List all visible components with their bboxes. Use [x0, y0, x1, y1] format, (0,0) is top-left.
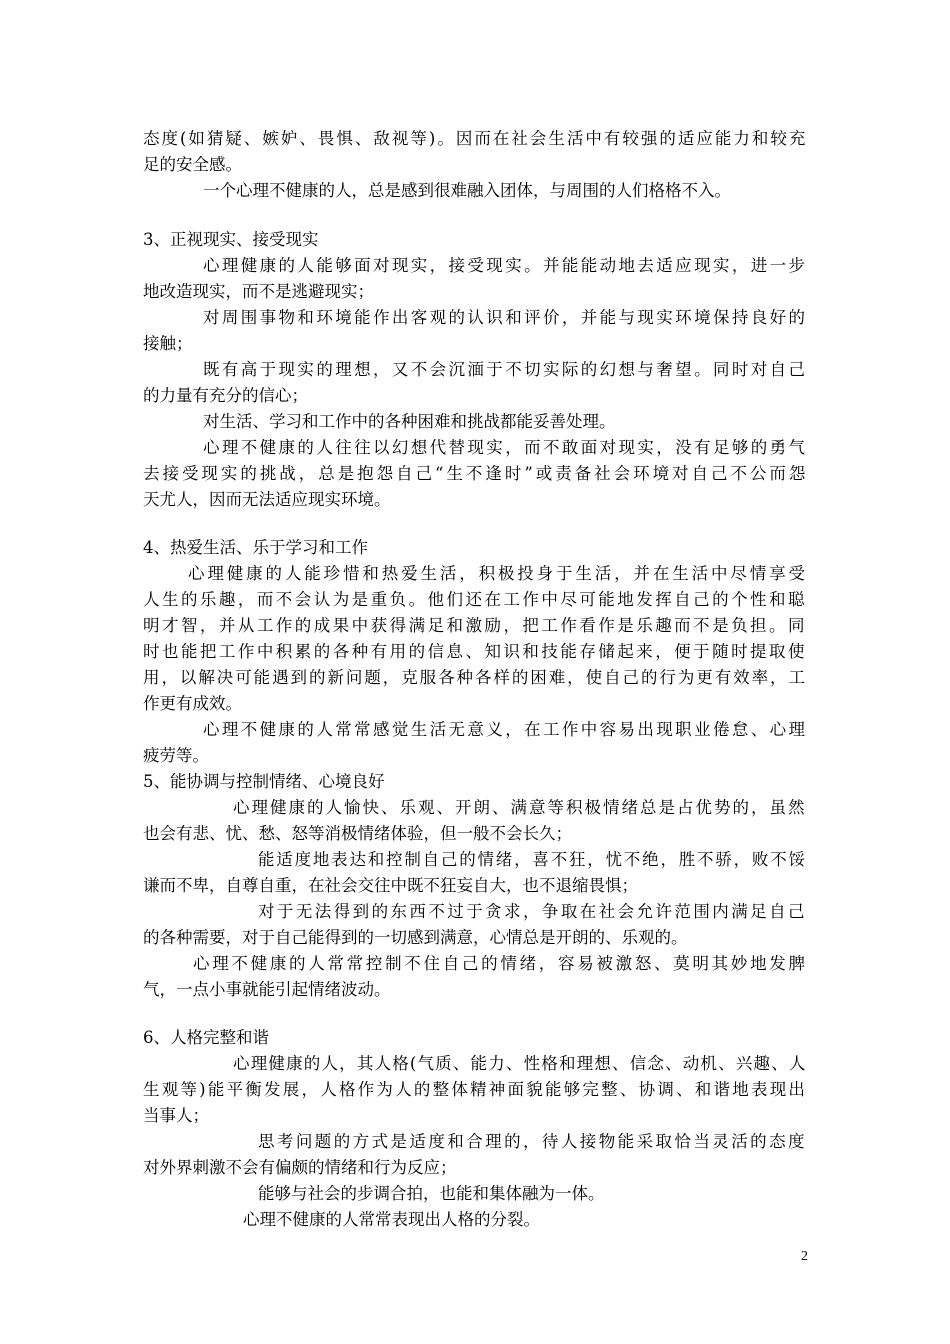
- text-line: 对于无法得到的东西不过于贪求，争取在社会允许范围内满足自己: [258, 902, 807, 921]
- text-line: 对生活、学习和工作中的各种困难和挑战都能妥善处理。: [203, 412, 616, 431]
- text-line: 用，以解决可能遇到的新问题，克服各种各样的困难，使自己的行为更有效率，工: [143, 668, 807, 687]
- text-line: 的力量有充分的信心；: [143, 386, 308, 405]
- text-line: 心理健康的人愉快、乐观、开朗、满意等积极情绪总是占优势的，虽然: [233, 798, 807, 817]
- text-line: 心理不健康的人常常控制不住自己的情绪，容易被激怒、莫明其妙地发脾: [193, 954, 808, 973]
- text-line: 地改造现实，而不是逃避现实；: [143, 282, 374, 301]
- text-line: 心理健康的人，其人格(气质、能力、性格和理想、信念、动机、兴趣、人: [233, 1054, 807, 1073]
- text-line: 能够与社会的步调合拍，也能和集体融为一体。: [258, 1184, 605, 1203]
- text-line: 4、热爱生活、乐于学习和工作: [143, 538, 368, 557]
- text-line: 5、能协调与控制情绪、心境良好: [143, 772, 385, 791]
- text-line: 心理不健康的人常常表现出人格的分裂。: [243, 1210, 540, 1229]
- text-line: 生观等)能平衡发展，人格作为人的整体精神面貌能够完整、协调、和谐地表现出: [143, 1080, 808, 1099]
- text-line: 作更有成效。: [143, 694, 242, 713]
- text-line: 心理不健康的人常常感觉生活无意义，在工作中容易出现职业倦怠、心理: [203, 720, 808, 739]
- text-line: 能适度地表达和控制自己的情绪，喜不狂，忧不绝，胜不骄，败不馁: [258, 850, 807, 869]
- text-line: 天尤人，因而无法适应现实环境。: [143, 490, 391, 509]
- text-line: 明才智，并从工作的成果中获得满足和激励，把工作看作是乐趣而不是负担。同: [143, 616, 807, 635]
- text-line: 一个心理不健康的人，总是感到很难融入团体，与周围的人们格格不入。: [203, 181, 731, 200]
- text-line: 去接受现实的挑战，总是抱怨自己“生不逢时”或责备社会环境对自己不公而怨: [143, 464, 809, 483]
- text-line: 气，一点小事就能引起情绪波动。: [143, 980, 391, 999]
- text-line: 心理不健康的人往往以幻想代替现实，而不敢面对现实，没有足够的勇气: [203, 438, 808, 457]
- text-line: 谦而不卑，自尊自重，在社会交往中既不狂妄自大，也不退缩畏惧；: [143, 876, 638, 895]
- text-line: 人生的乐趣，而不会认为是重负。他们还在工作中尽可能地发挥自己的个性和聪: [143, 590, 807, 609]
- text-line: 心理健康的人能够面对现实，接受现实。并能能动地去适应现实，进一步: [203, 256, 808, 275]
- text-line: 思考问题的方式是适度和合理的，待人接物能采取恰当灵活的态度: [258, 1132, 807, 1151]
- text-line: 也会有悲、忧、愁、怒等消极情绪体验，但一般不会长久；: [143, 824, 572, 843]
- text-line: 接触；: [143, 334, 193, 353]
- text-line: 态度(如猜疑、嫉妒、畏惧、敌视等)。因而在社会生活中有较强的适应能力和较充: [143, 129, 808, 148]
- text-line: 6、人格完整和谐: [143, 1028, 269, 1047]
- text-line: 的各种需要，对于自己能得到的一切感到满意，心情总是开朗的、乐观的。: [143, 928, 688, 947]
- text-line: 足的安全感。: [143, 155, 242, 174]
- text-line: 3、正视现实、接受现实: [143, 230, 319, 249]
- text-line: 疲劳等。: [143, 746, 209, 765]
- page-number: 2: [801, 1249, 808, 1264]
- text-line: 当事人；: [143, 1106, 209, 1125]
- text-line: 时也能把工作中积累的各种有用的信息、知识和技能存储起来，便于随时提取使: [143, 642, 807, 661]
- text-line: 既有高于现实的理想，又不会沉湎于不切实际的幻想与奢望。同时对自己: [203, 360, 808, 379]
- text-line: 对周围事物和环境能作出客观的认识和评价，并能与现实环境保持良好的: [203, 308, 808, 327]
- text-line: 心理健康的人能珍惜和热爱生活，积极投身于生活，并在生活中尽情享受: [188, 564, 808, 583]
- text-line: 对外界刺激不会有偏颇的情绪和行为反应；: [143, 1158, 457, 1177]
